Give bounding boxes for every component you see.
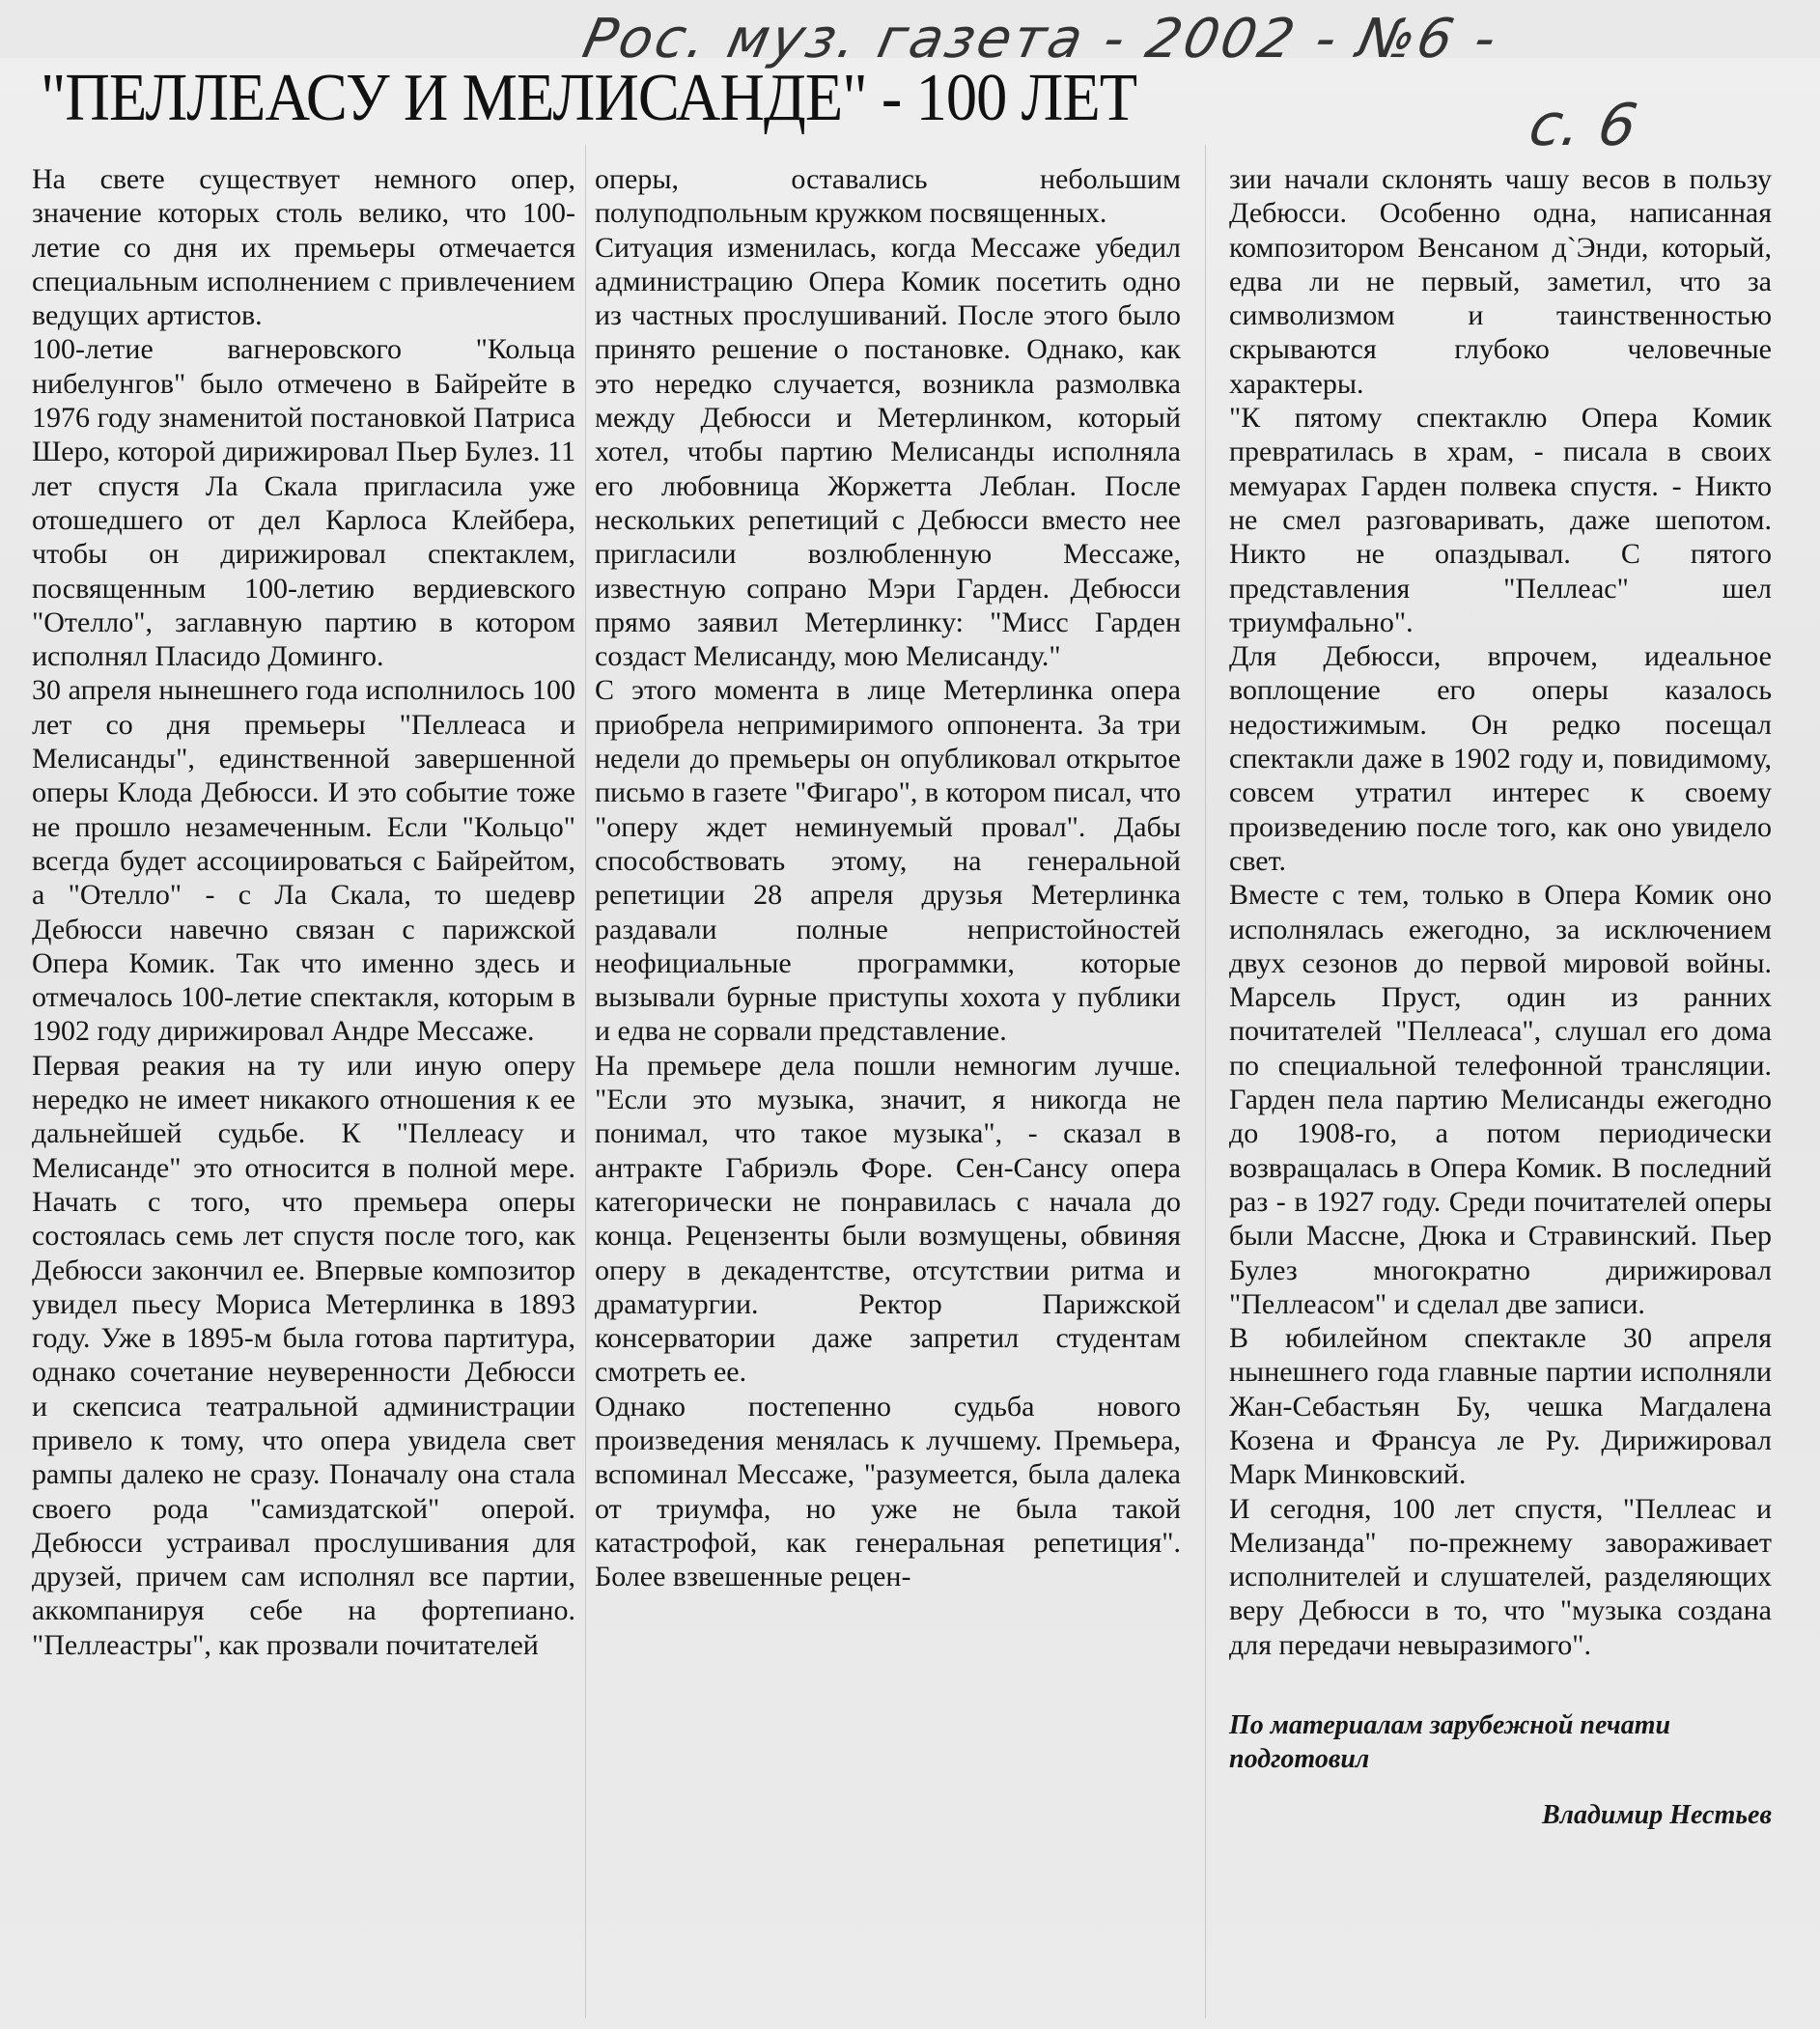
paragraph: зии начали склонять чашу весов в пользу Дебюсси. Особенно одна, написанная композитором Венсаном д`Энди, который, едва ли не первый, заметил, что за символизмом и таинственностью скрываются глубоко человечные характеры. (1229, 163, 1772, 400)
column-divider (1205, 145, 1206, 2018)
paragraph: И сегодня, 100 лет спустя, "Пеллеас и Мелизанда" по-прежнему завораживает исполнителей и слушателей, разделяющих веру Дебюсси в то, что "музыка создана для передачи невыразимого". (1229, 1492, 1772, 1661)
paragraph: оперы, оставались небольшим полуподпольным кружком посвященных. (595, 163, 1181, 230)
handwritten-source-note: Рос. муз. газета - 2002 - №6 - (577, 8, 1505, 70)
article-column-3 (1229, 162, 1772, 1832)
article-column-1 (32, 162, 575, 1662)
paragraph: С этого момента в лице Метерлинка опера приобрела непримиримого оппонента. За три недели до премьеры он опубликовал открытое письмо в газете "Фигаро", в котором писал, что "оперу ждет неминуемый провал". Дабы способствовать этому, на генеральной репетиции 28 апреля друзья Метерлинка раздавали полные непристойностей неофициальные программки, которые вызывали бурные приступы хохота у публики и едва не сорвали представление. (595, 674, 1181, 1048)
paragraph: Для Дебюсси, впрочем, идеальное воплощение его оперы казалось недостижимым. Он редко посещал спектакли даже в 1902 году и, повидимому, совсем утратил интерес к своему произведению после того, как оно увидело свет. (1229, 640, 1772, 877)
paragraph: Первая реакия на ту или иную оперу нередко не имеет никакого отношения к ее дальнейшей судьбе. К "Пеллеасу и Мелисанде" это относится в полной мере. Начать с того, что премьера оперы состоялась семь лет спустя после того, как Дебюсси закончил ее. Впервые композитор увидел пьесу Мориса Метерлинка в 1893 году. Уже в 1895-м была готова партитура, однако сочетание неуверенности Дебюсси и скепсиса театральной администрации привело к тому, что опера увидела свет рампы далеко не сразу. Поначалу она стала своего рода "самиздатской" оперой. Дебюсси устраивал прослушивания для друзей, причем сам исполнял все партии, аккомпанируя себе на фортепиано. "Пеллеастры", как прозвали почитателей (32, 1049, 575, 1661)
paragraph: На премьере дела пошли немногим лучше. "Если это музыка, значит, я никогда не понимал, что такое музыка", - сказал в антракте Габриэль Форе. Сен-Сансу опера категорически не понравилась с начала до конца. Рецензенты были возмущены, обвиняя оперу в декадентстве, отсутствии ритма и драматургии. Ректор Парижской консерватории даже запретил студентам смотреть ее. (595, 1049, 1181, 1389)
paragraph: 100-летие вагнеровского "Кольца нибелунгов" было отмечено в Байрейте в 1976 году знаменитой постановкой Патриса Шеро, которой дирижировал Пьер Булез. 11 лет спустя Ла Скала пригласила уже отошедшего от дел Карлоса Клейбера, чтобы он дирижировал спектаклем, посвященным 100-летию вердиевского "Отелло", заглавную партию в котором исполнял Пласидо Доминго. (32, 333, 575, 673)
paragraph: Однако постепенно судьба нового произведения менялась к лучшему. Премьера, вспоминал Мессаже, "разумеется, была далека от триумфа, но уже не была такой катастрофой, как генеральная репетиция". Более взвешенные рецен- (595, 1390, 1181, 1593)
paragraph: 30 апреля нынешнего года исполнилось 100 лет со дня премьеры "Пеллеаса и Мелисанды", единственной завершенной оперы Клода Дебюсси. И это событие тоже не прошло незамеченным. Если "Кольцо" всегда будет ассоциироваться с Байрейтом, а "Отелло" - с Ла Скала, то шедевр Дебюсси навечно связан с парижской Опера Комик. Так что именно здесь и отмечалось 100-летие спектакля, которым в 1902 году дирижировал Андре Мессаже. (32, 674, 575, 1048)
source-credit: По материалам зарубежной печати подготовил (1229, 1710, 1671, 1775)
handwritten-page-number: с. 6 (1524, 92, 1642, 159)
paragraph: В юбилейном спектакле 30 апреля нынешнего года главные партии исполняли Жан-Себастьян Бу, чешка Магдалена Козена и Франсуа ле Ру. Дирижировал Марк Минковский. (1229, 1322, 1772, 1491)
paragraph: На свете существует немного опер, значение которых столь велико, что 100-летие со дня их премьеры отмечается специальным исполнением с привлечением ведущих артистов. (32, 163, 575, 332)
author-byline: Владимир Нестьев (1541, 1799, 1772, 1830)
article-column-2 (595, 162, 1181, 1593)
paragraph: Вместе с тем, только в Опера Комик оно исполнялась ежегодно, за исключением двух сезонов до первой мировой войны. Марсель Пруст, один из ранних почитателей "Пеллеаса", слушал его дома по специальной телефонной трансляции. Гарден пела партию Мелисанды ежегодно до 1908-го, а потом периодически возвращалась в Опера Комик. В последний раз - в 1927 году. Среди почитателей оперы были Массне, Дюка и Стравинский. Пьер Булез многократно дирижировал "Пеллеасом" и сделал две записи. (1229, 879, 1772, 1320)
article-title: "ПЕЛЛЕАСУ И МЕЛИСАНДЕ" - 100 ЛЕТ (41, 61, 1137, 135)
paragraph: Ситуация изменилась, когда Мессаже убедил администрацию Опера Комик посетить одно из частных прослушиваний. После этого было принято решение о постановке. Однако, как это нередко случается, возникла размолвка между Дебюсси и Метерлинком, который хотел, чтобы партию Мелисанды исполняла его любовница Жоржетта Леблан. После нескольких репетиций с Дебюсси вместо нее пригласили возлюбленную Мессаже, известную сопрано Мэри Гарден. Дебюсси прямо заявил Метерлинку: "Мисс Гарден создаст Мелисанду, мою Мелисанду." (595, 231, 1181, 673)
column-divider (585, 145, 586, 2018)
paragraph: "К пятому спектаклю Опера Комик превратилась в храм, - писала в своих мемуарах Гарден полвека спустя. - Никто не смел разговаривать, даже шепотом. Никто не опаздывал. С пятого представления "Пеллеас" шел триумфально". (1229, 402, 1772, 638)
